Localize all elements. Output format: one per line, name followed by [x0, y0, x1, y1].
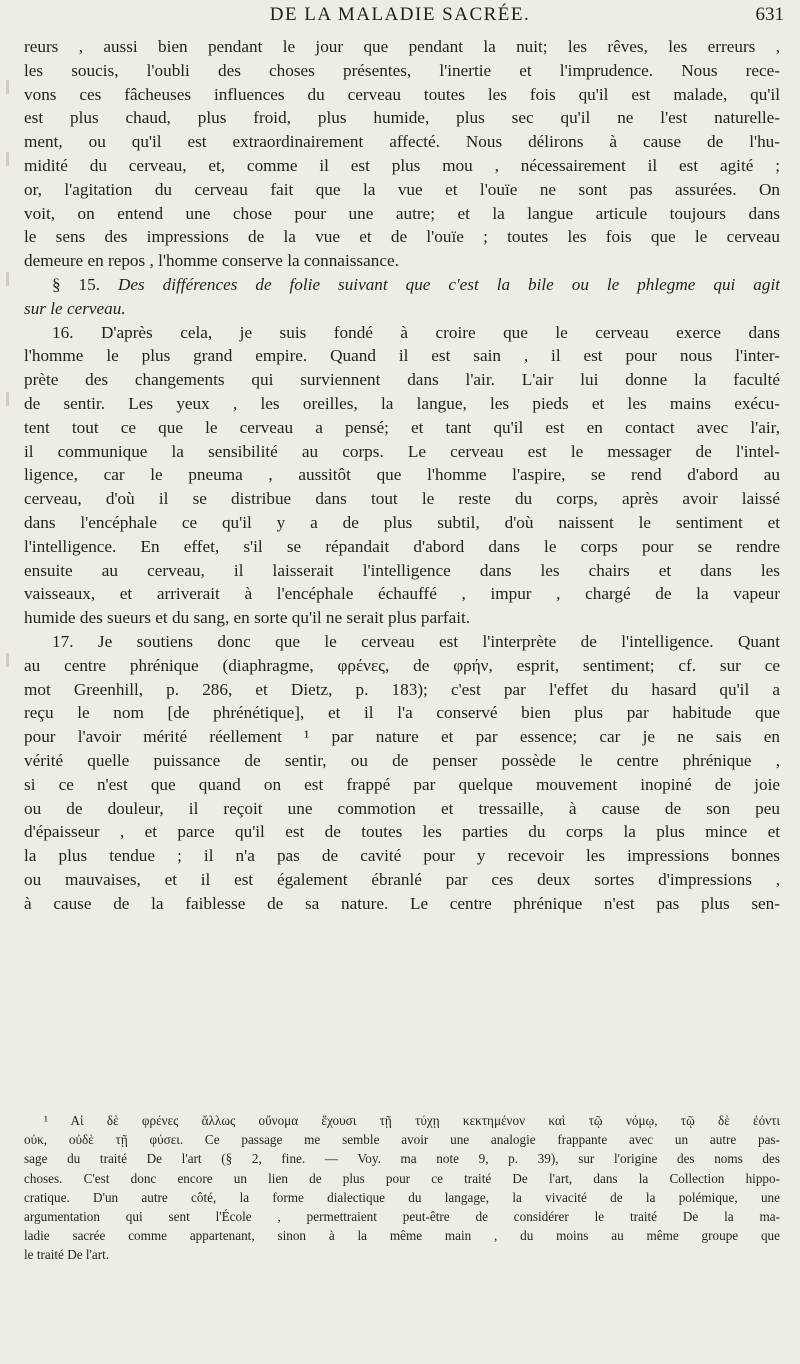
text-line: de sentir. Les yeux , les oreilles, la langue, les pieds et les mains exécu-	[24, 393, 780, 413]
text-line: reçu le nom [de phrénétique], et il l'a conservé bien plus par habitude que	[24, 703, 780, 723]
text-line: 16. D'après cela, je suis fondé à croire que le cerveau exerce dans	[52, 322, 780, 342]
text-line: à cause de la faiblesse de sa nature. Le centre phrénique n'est pas plus sen-	[24, 893, 780, 913]
text-line: prète des changements qui surviennent dans l'air. L'air lui donne la faculté	[24, 370, 780, 390]
footnote-line: οὐκ, οὐδὲ τῇ φύσει. Ce passage me semble avoir une analogie frappante avec un autre pas-	[24, 1132, 780, 1148]
text-line: vaisseaux, et arriverait à l'encéphale échauffé , impur , chargé de la vapeur	[24, 584, 780, 604]
page-number: 631	[755, 4, 784, 25]
text-line: ou de douleur, il reçoit une commotion et tressaille, à cause de son peu	[24, 798, 780, 818]
text-line: mot Greenhill, p. 286, et Dietz, p. 183); c'est par l'effet du hasard qu'il a	[24, 679, 780, 699]
text-line: ment, ou qu'il est extraordinairement affecté. Nous délirons à cause de l'hu-	[24, 132, 780, 152]
text-line: d'épaisseur , et parce qu'il est de toutes les parties du corps la plus mince et	[24, 822, 780, 842]
footnote-line: cratique. D'un autre côté, la forme dialectique du langage, la vivacité de la polémique, une	[24, 1189, 780, 1205]
paragraph-17	[24, 630, 780, 916]
text-line: pour l'avoir mérité réellement ¹ par nature et par essence; car je ne sais en	[24, 727, 780, 747]
text-line: les soucis, l'oubli des choses présentes, l'inertie et l'imprudence. Nous rece-	[24, 60, 780, 80]
text-line: est plus chaud, plus froid, plus humide, plus sec qu'il ne l'est naturelle-	[24, 108, 780, 128]
section-heading	[24, 273, 780, 321]
text-line: voit, on entend une chose pour une autre; et la langue articule toujours dans	[24, 203, 780, 223]
text-line: ou mauvaises, et il est également ébranlé par ces deux sortes d'impressions ,	[24, 869, 780, 889]
margin-speck	[6, 653, 9, 667]
section-heading-line	[24, 273, 780, 297]
text-line: cerveau, d'où il se distribue dans tout le reste du corps, après avoir laissé	[24, 489, 780, 509]
text-line: or, l'agitation du cerveau fait que la vue et l'ouïe ne sont pas assurées. On	[24, 179, 780, 199]
text-line: demeure en repos , l'homme conserve la connaissance.	[24, 251, 399, 271]
footnote-line: choses. C'est donc encore un lien de plus pour ce traité De l'art, dans la Collection hippo-	[24, 1170, 780, 1186]
section-heading-line: sur le cerveau.	[24, 298, 126, 318]
footnote	[24, 1111, 780, 1265]
text-line: au centre phrénique (diaphragme, φρένες, de φρήν, esprit, sentiment; cf. sur ce	[24, 655, 780, 675]
paragraph-16	[24, 321, 780, 630]
text-line: l'intelligence. En effet, s'il se répandait d'abord dans le corps pour se rendre	[24, 536, 780, 556]
margin-speck	[6, 392, 9, 406]
text-line: il communique la sensibilité au corps. Le cerveau est le messager de l'intel-	[24, 441, 780, 461]
margin-speck	[6, 272, 9, 286]
running-title: DE LA MALADIE SACRÉE.	[269, 4, 531, 25]
body-text	[24, 35, 780, 915]
text-line: reurs , aussi bien pendant le jour que pendant la nuit; les rêves, les erreurs ,	[24, 37, 780, 56]
footnote-line: sage du traité De l'art (§ 2, fine. — Voy. ma note 9, p. 39), sur l'origine des noms des	[24, 1151, 780, 1167]
footnote-line: ¹ Αἱ δὲ φρένες ἄλλως οὔνομα ἔχουσι τῇ τύχῃ κεκτημένον καὶ τῷ νόμῳ, τῷ δὲ ἐόντι	[44, 1113, 780, 1128]
text-line: vons ces fâcheuses influences du cerveau toutes les fois qu'il est malade, qu'il	[24, 84, 780, 104]
text-line: midité du cerveau, et, comme il est plus mou , nécessairement il est agité ;	[24, 155, 780, 175]
paragraph-14-end	[24, 35, 780, 273]
text-line: le sens des impressions de la vue et de l'ouïe ; toutes les fois que le cerveau	[24, 227, 780, 247]
text-line: la plus tendue ; il n'a pas de cavité pour y recevoir les impressions bonnes	[24, 846, 780, 866]
running-head	[0, 4, 800, 34]
text-line: ligence, car le pneuma , aussitôt que l'homme l'aspire, se rend d'abord au	[24, 465, 780, 485]
text-line: 17. Je soutiens donc que le cerveau est l'interprète de l'intelligence. Quant	[52, 631, 780, 651]
text-line: l'homme le plus grand empire. Quand il est sain , il est pour nous l'inter-	[24, 346, 780, 366]
footnote-line: le traité De l'art.	[24, 1247, 110, 1263]
text-line: humide des sueurs et du sang, en sorte qu'il ne serait plus parfait.	[24, 608, 471, 628]
section-title: Des différences de folie suivant que c'est la bile ou le phlegme qui agit	[117, 274, 780, 294]
text-line: dans l'encéphale ce qu'il y a de plus subtil, d'où naissent le sentiment et	[24, 512, 780, 532]
text-line: si ce n'est que quand on est frappé par quelque mouvement inopiné de joie	[24, 774, 780, 794]
footnote-line: argumentation qui sent l'École , permettraient peut-être de considérer le traité De la ma-	[24, 1208, 780, 1224]
text-line: tent tout ce que le cerveau a pensé; et tant qu'il est en contact avec l'air,	[24, 417, 780, 437]
margin-speck	[6, 80, 9, 94]
text-line: vérité quelle puissance de sentir, ou de penser possède le centre phrénique ,	[24, 750, 780, 770]
text-line: ensuite au cerveau, il laisserait l'intelligence dans les chairs et dans les	[24, 560, 780, 580]
margin-speck	[6, 152, 9, 166]
section-number: § 15.	[52, 274, 101, 294]
footnote-line: ladie sacrée comme appartenant, sinon à la même main , du moins au même groupe que	[24, 1228, 780, 1244]
